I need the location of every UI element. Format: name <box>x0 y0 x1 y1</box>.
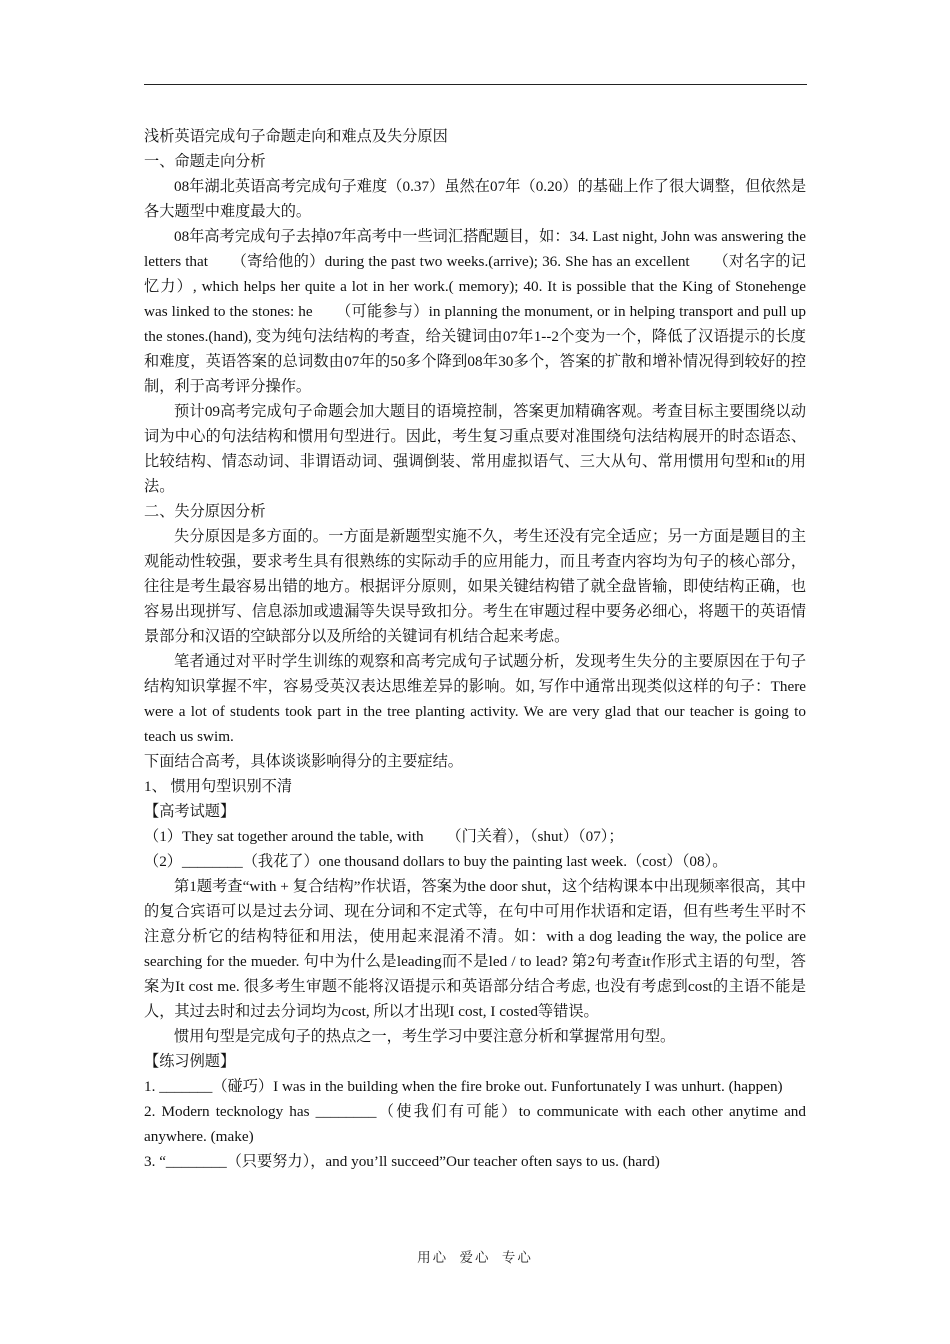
paragraph: 惯用句型是完成句子的热点之一，考生学习中要注意分析和掌握常用句型。 <box>174 1028 676 1045</box>
header-rule <box>144 84 807 85</box>
label-exam-questions: 【高考试题】 <box>144 803 236 820</box>
paragraph: 第1题考查“with + 复合结构”作状语，答案为the door shut，这个结构课本中出现频率很高，其中的复合宾语可以是过去分词、现在分词和不定式等，在句中可用作状语和定语，但有些考生平时不注意分析它的结构特征和用法，使用起来混淆不清。如：with a dog leading the way, the police are searching for the mueder. 句中为什么是leading而不是led / to lead? 第2句考查it作形式主语的句型，答案为It cost me. 很多考生审题不能将汉语提示和英语部分结合考虑, 也没有考虑到cost的主语不能是人，其过去时和过去分词均为cost, 所以才出现I cost, I costed等错误。 <box>144 878 806 1020</box>
paragraph: 下面结合高考，具体谈谈影响得分的主要症结。 <box>144 753 463 770</box>
practice-item: 2. Modern tecknology has ________（使我们有可能）to communicate with each other anytime and anywhere. (make) <box>144 1103 806 1145</box>
section-heading-2: 二、失分原因分析 <box>144 503 266 520</box>
paragraph: 失分原因是多方面的。一方面是新题型实施不久，考生还没有完全适应；另一方面是题目的主观能动性较强，要求考生具有很熟练的实际动手的应用能力，而且考查内容均为句子的核心部分，往往是考生最容易出错的地方。根据评分原则，如果关键结构错了就全盘皆输，即使结构正确，也容易出现拼写、信息添加或遗漏等失误导致扣分。考生在审题过程中要务必细心，将题干的英语情景部分和汉语的空缺部分以及所给的关键词有机结合起来考虑。 <box>144 528 806 645</box>
practice-item: 1. _______（碰巧）I was in the building when the fire broke out. Funfortunately I was unhurt. (happen) <box>144 1078 783 1095</box>
subsection-heading: 1、 惯用句型识别不清 <box>144 778 293 795</box>
paragraph: 笔者通过对平时学生训练的观察和高考完成句子试题分析，发现考生失分的主要原因在于句子结构知识掌握不牢，容易受英汉表达思维差异的影响。如, 写作中通常出现类似这样的句子：There were a lot of students took part in the tree planting activity. We are very glad that our teacher is going to teach us swim. <box>144 653 806 745</box>
label-practice-examples: 【练习例题】 <box>144 1053 236 1070</box>
document-body <box>144 124 806 1174</box>
paragraph: 预计09高考完成句子命题会加大题目的语境控制，答案更加精确客观。考查目标主要围绕以动词为中心的句法结构和惯用句型进行。因此，考生复习重点要对准围绕句法结构展开的时态语态、比较结构、情态动词、非谓语动词、强调倒装、常用虚拟语气、三大从句、常用惯用句型和it的用法。 <box>144 403 806 495</box>
section-heading-1: 一、命题走向分析 <box>144 153 266 170</box>
exam-question: （2）________（我花了）one thousand dollars to buy the painting last week.（cost）（08）。 <box>144 853 728 870</box>
page-footer: 用心 爱心 专心 <box>417 1250 533 1265</box>
paragraph: 08年湖北英语高考完成句子难度（0.37）虽然在07年（0.20）的基础上作了很大调整，但依然是各大题型中难度最大的。 <box>144 178 806 220</box>
exam-question: （1）They sat together around the table, with （门关着），（shut）（07）； <box>144 828 624 845</box>
document-title: 浅析英语完成句子命题走向和难点及失分原因 <box>144 128 448 145</box>
paragraph: 08年高考完成句子去掉07年高考中一些词汇搭配题目，如：34. Last night, John was answering the letters that （寄给他的）during the past two weeks.(arrive); 36. She has an excellent （对名字的记忆力）, which helps her quite a lot in her work.( memory); 40. It is possible that the King of Stonehenge was linked to the stones: he （可能参与）in planning the monument, or in helping transport and pull up the stones.(hand), 变为纯句法结构的考查，给关键词由07年1--2个变为一个，降低了汉语提示的长度和难度，英语答案的总词数由07年的50多个降到08年30多个，答案的扩散和增补情况得到较好的控制，利于高考评分操作。 <box>144 228 806 395</box>
practice-item: 3. “________（只要努力），and you’ll succeed”Our teacher often says to us. (hard) <box>144 1153 660 1170</box>
